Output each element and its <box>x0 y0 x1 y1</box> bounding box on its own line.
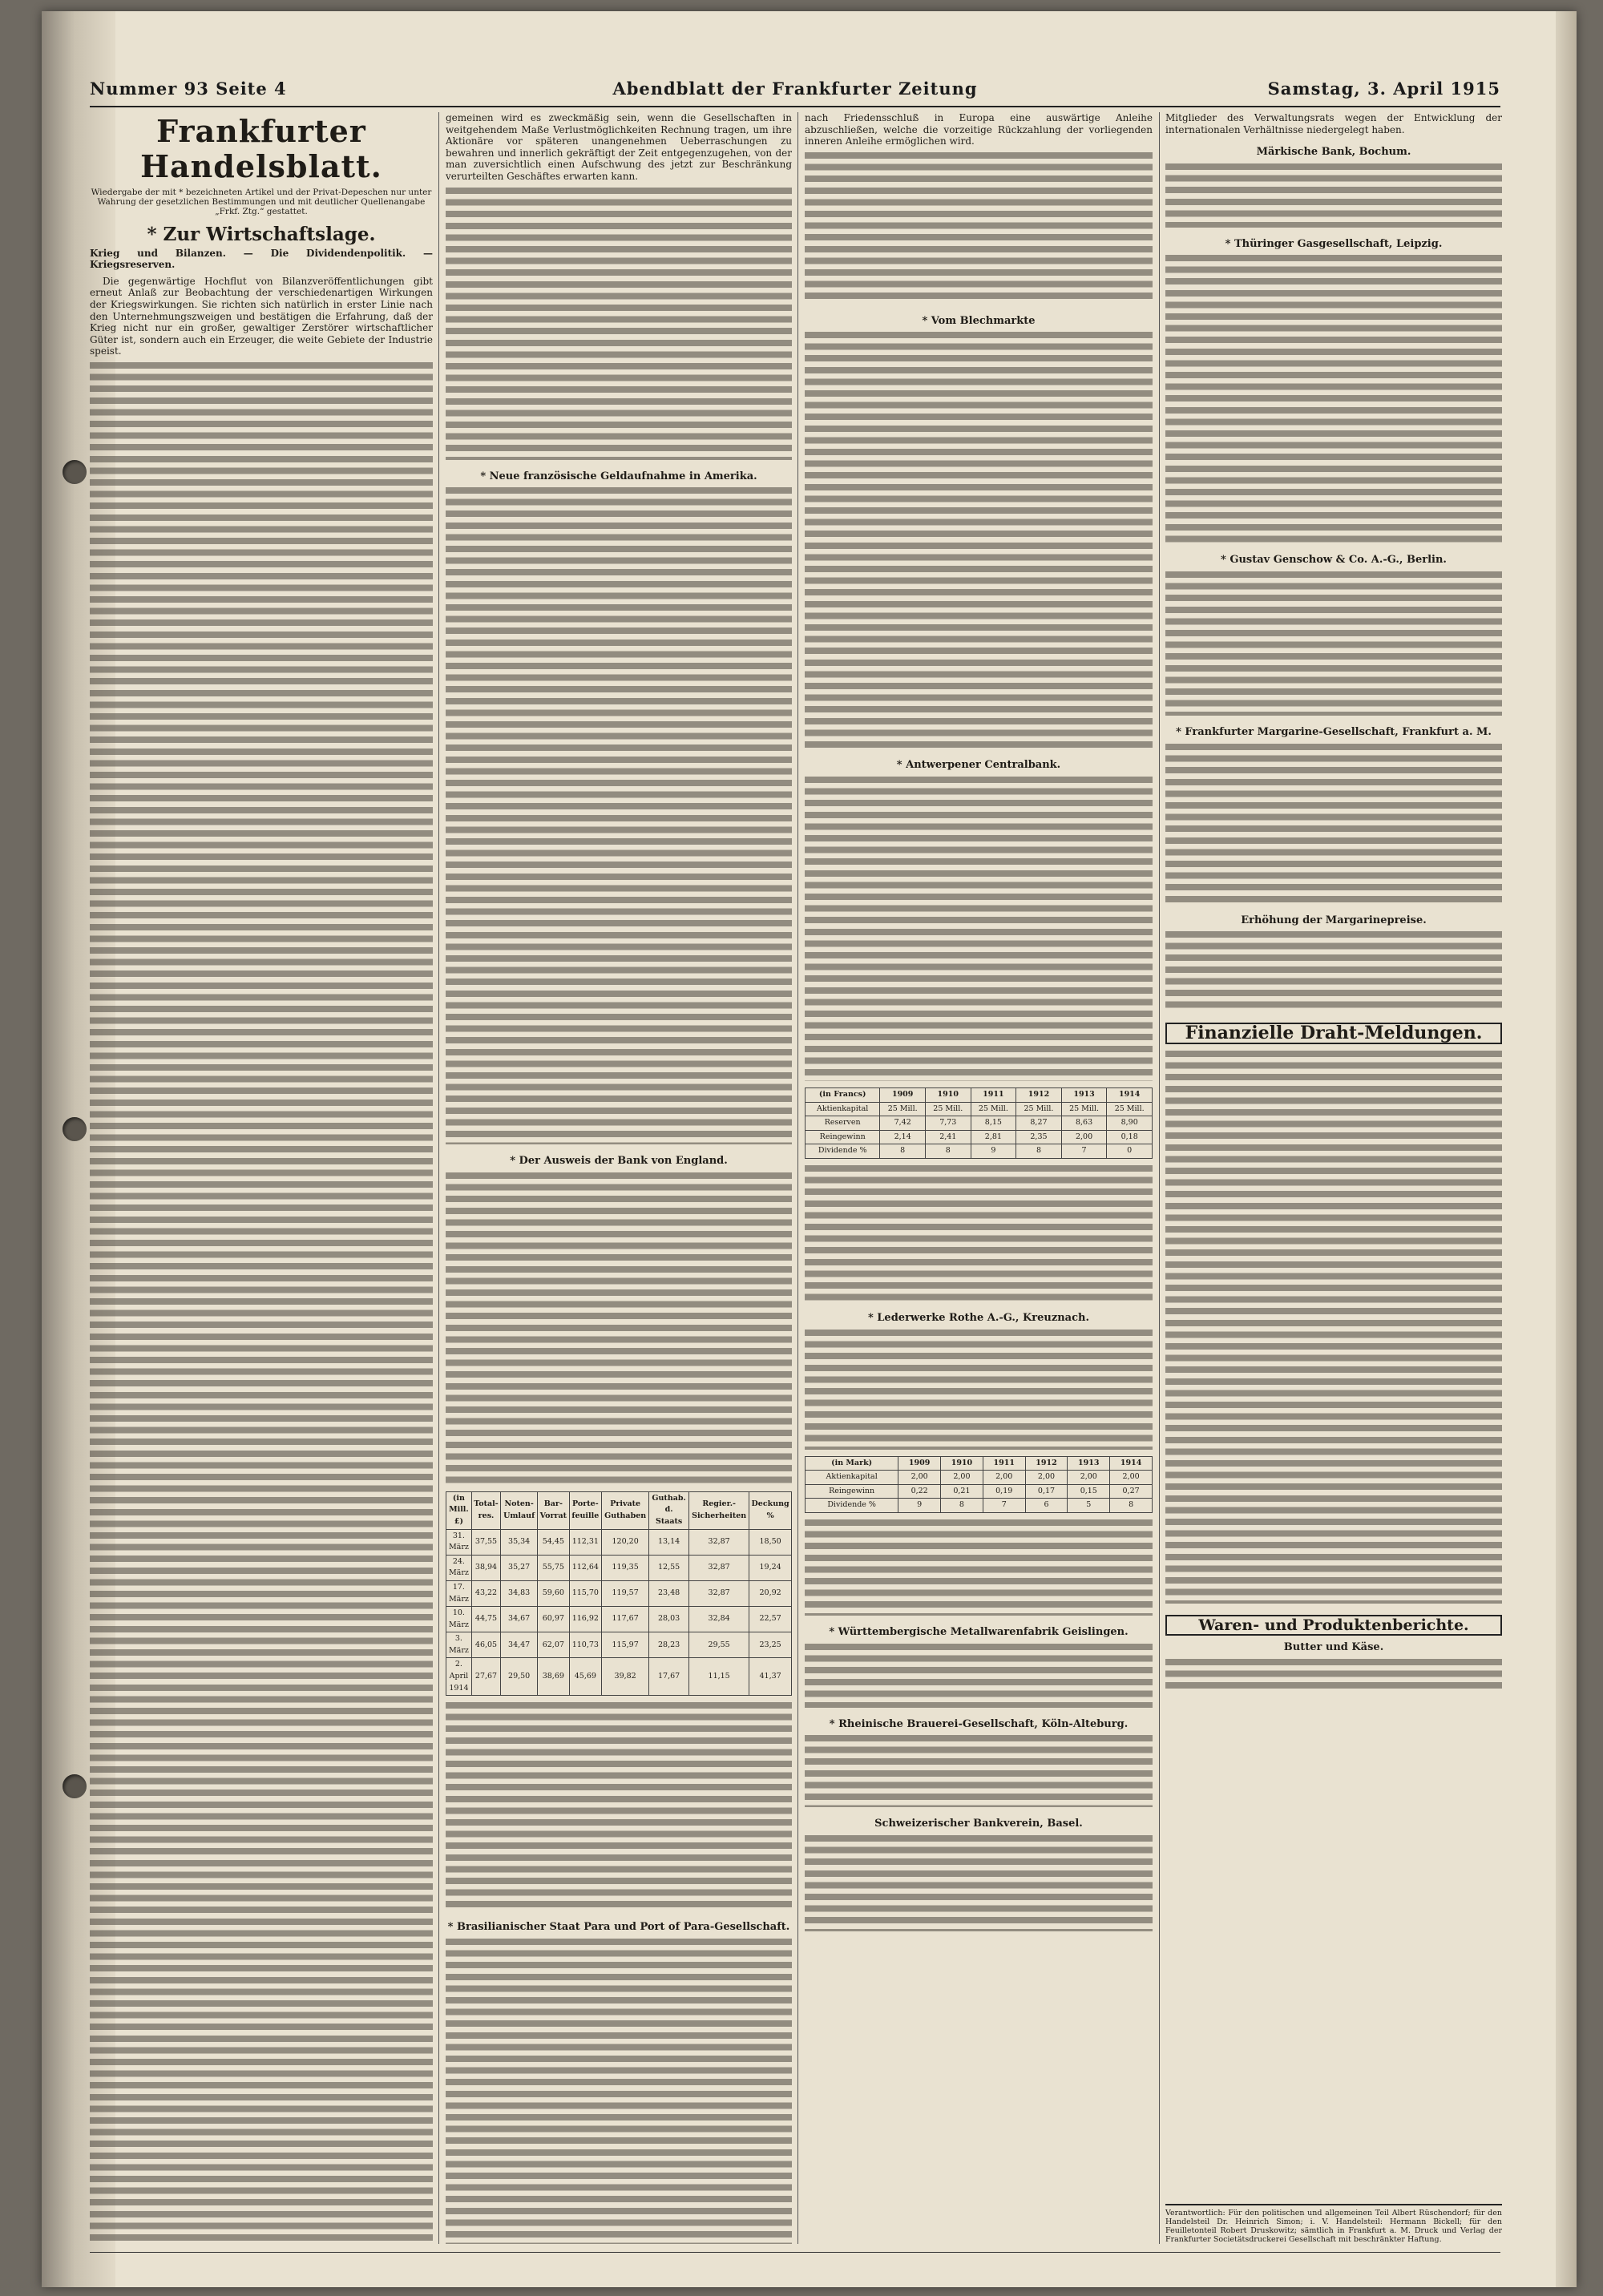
table-cell: 110,73 <box>569 1632 602 1658</box>
article-body <box>446 1172 792 1485</box>
article-body <box>1165 571 1502 716</box>
table-cell: 60,97 <box>538 1607 570 1632</box>
table-cell: 9 <box>898 1499 941 1513</box>
table-header-cell: (in Francs) <box>806 1087 880 1102</box>
article-body <box>805 1735 1153 1807</box>
article-body <box>446 1939 792 2244</box>
table-row <box>806 1102 1153 1116</box>
table-cell: 8 <box>941 1499 983 1513</box>
table-cell: 13,14 <box>649 1529 689 1555</box>
table-cell: 2,00 <box>1025 1471 1068 1485</box>
table-cell: 29,55 <box>689 1632 749 1658</box>
article-heading: * Württembergische Metallwarenfabrik Geislingen. <box>829 1625 1129 1638</box>
article-body <box>805 1165 1153 1301</box>
column-2 <box>446 112 792 2244</box>
column-rule <box>1159 112 1160 2244</box>
table-row <box>446 1529 792 1555</box>
article-body <box>446 487 792 1144</box>
table-cell: 35,34 <box>501 1529 538 1555</box>
table-cell: 8,63 <box>1061 1116 1107 1131</box>
table-cell: 0,18 <box>1107 1130 1153 1144</box>
table-cell: 55,75 <box>538 1555 570 1580</box>
table-cell: Dividende % <box>806 1499 898 1513</box>
table-cell: 25 Mill. <box>1107 1102 1153 1116</box>
table-cell: 2,00 <box>1061 1130 1107 1144</box>
table-cell: 8 <box>880 1144 926 1159</box>
table-cell: 43,22 <box>471 1580 500 1606</box>
table-cell: 112,31 <box>569 1529 602 1555</box>
table-header-cell: Total-res. <box>471 1491 500 1529</box>
table-cell: 0,21 <box>941 1484 983 1499</box>
table-cell: 37,55 <box>471 1529 500 1555</box>
table-cell: 17. März <box>446 1580 472 1606</box>
table-cell: 18,50 <box>749 1529 792 1555</box>
table-cell: 25 Mill. <box>925 1102 971 1116</box>
issue-date: Samstag, 3. April 1915 <box>1267 79 1500 99</box>
table-cell: 23,25 <box>749 1632 792 1658</box>
article-heading: * Rheinische Brauerei-Gesellschaft, Köln-Alteburg. <box>829 1717 1129 1730</box>
imprint: Verantwortlich: Für den politischen und allgemeinen Teil Albert Rüschendorf; für den Handelsteil Dr. Heinrich Simon; i. V. Handelsteil: Hermann Bickell; für den Feuilletonteil Robert Druskowitz; sämtlich in Frankfurt a. M. Druck und Verlag der Frankfurter Societätsdruckerei Gesellschaft mit beschränkter Haftung. <box>1165 2204 1502 2244</box>
article-paragraph: Mitglieder des Verwaltungsrats wegen der Entwicklung der internationalen Verhältnisse niedergelegt haben. <box>1165 112 1502 135</box>
table-header-cell: Bar-Vorrat <box>538 1491 570 1529</box>
table-cell: 0,27 <box>1110 1484 1153 1499</box>
column-rule <box>438 112 439 2244</box>
table-header-cell: 1912 <box>1025 1456 1068 1471</box>
table-cell: 0,15 <box>1068 1484 1110 1499</box>
article-body <box>1165 931 1502 1011</box>
table-header-cell: 1913 <box>1061 1087 1107 1102</box>
binding-hole <box>63 460 87 484</box>
column-1 <box>90 112 433 2244</box>
table-header-cell: Deckung % <box>749 1491 792 1529</box>
table-cell: 32,84 <box>689 1607 749 1632</box>
article-body <box>805 1644 1153 1708</box>
article-body <box>1165 1659 1502 1691</box>
table-header-cell: Private Guthaben <box>602 1491 649 1529</box>
table-header-cell: Noten-Umlauf <box>501 1491 538 1529</box>
article-body <box>805 1835 1153 1931</box>
table-cell: Reingewinn <box>806 1484 898 1499</box>
table-cell: 116,92 <box>569 1607 602 1632</box>
table-cell: 0,22 <box>898 1484 941 1499</box>
table-cell: 7,42 <box>880 1116 926 1131</box>
table-cell: 5 <box>1068 1499 1110 1513</box>
page-number: Nummer 93 Seite 4 <box>90 79 287 99</box>
binding-hole <box>63 1117 87 1141</box>
table-row <box>446 1658 792 1696</box>
table-cell: 45,69 <box>569 1658 602 1696</box>
article-heading: Schweizerischer Bankverein, Basel. <box>874 1818 1083 1830</box>
table-cell: 120,20 <box>602 1529 649 1555</box>
article-body <box>1165 255 1502 543</box>
table-cell: 119,35 <box>602 1555 649 1580</box>
table-cell: 117,67 <box>602 1607 649 1632</box>
table-header-cell: (in Mark) <box>806 1456 898 1471</box>
table-cell: 23,48 <box>649 1580 689 1606</box>
table-cell: 10. März <box>446 1607 472 1632</box>
page-edge <box>1556 11 1577 2287</box>
table-cell: 0,17 <box>1025 1484 1068 1499</box>
table-cell: 2,00 <box>983 1471 1025 1485</box>
table-cell: 34,83 <box>501 1580 538 1606</box>
table-row <box>806 1130 1153 1144</box>
binding-hole <box>63 1774 87 1798</box>
market-subheading: Butter und Käse. <box>1283 1641 1384 1654</box>
article-body <box>446 188 792 460</box>
table-cell: 31. März <box>446 1529 472 1555</box>
table-cell: 6 <box>1025 1499 1068 1513</box>
article-body <box>805 332 1153 749</box>
table-cell: 2,00 <box>898 1471 941 1485</box>
lederwerke-table <box>805 1456 1153 1513</box>
table-cell: 7 <box>1061 1144 1107 1159</box>
section-box-heading: Finanzielle Draht-Meldungen. <box>1165 1023 1502 1044</box>
table-row <box>446 1555 792 1580</box>
table-cell: 25 Mill. <box>1016 1102 1062 1116</box>
article-heading: * Vom Blechmarkte <box>922 314 1036 327</box>
table-header-cell: 1910 <box>941 1456 983 1471</box>
table-header-cell: Regier.-Sicherheiten <box>689 1491 749 1529</box>
article-paragraph: gemeinen wird es zweckmäßig sein, wenn die Gesellschaften in weitgehendem Maße Verlustmöglichkeiten Rechnung tragen, um ihre Aktionäre vor späteren unangenehmen Ueberraschungen zu bewahren und innerlich gekräftigt der Zeit entgegenzugehen, von der man zuversichtlich einen Aufschwung des jetzt zur Beschränkung verurteilten Geschäftes erwarten kann. <box>446 112 792 182</box>
table-cell: 8 <box>1110 1499 1153 1513</box>
table-row <box>446 1607 792 1632</box>
article-body <box>805 152 1153 305</box>
article-body <box>1165 1051 1502 1604</box>
table-cell: 7 <box>983 1499 1025 1513</box>
table-cell: Aktienkapital <box>806 1471 898 1485</box>
page-header <box>90 74 1500 107</box>
table-header-cell: 1911 <box>983 1456 1025 1471</box>
table-cell: 12,55 <box>649 1555 689 1580</box>
article-body <box>805 1330 1153 1450</box>
table-cell: 2. April 1914 <box>446 1658 472 1696</box>
table-cell: 8 <box>925 1144 971 1159</box>
article-heading: Märkische Bank, Bochum. <box>1256 146 1411 159</box>
table-cell: 59,60 <box>538 1580 570 1606</box>
article-body <box>1165 163 1502 228</box>
table-cell: 8,15 <box>971 1116 1016 1131</box>
table-row <box>446 1632 792 1658</box>
table-header-cell: 1912 <box>1016 1087 1062 1102</box>
column-4 <box>1165 112 1502 2244</box>
article-heading: * Der Ausweis der Bank von England. <box>510 1155 728 1168</box>
table-cell: 39,82 <box>602 1658 649 1696</box>
reprint-note: Wiedergabe der mit * bezeichneten Artikel und der Privat-Depeschen nur unter Wahrung der gesetzlichen Bestimmungen und mit deutlicher Quellenangabe „Frkf. Ztg.“ gestattet. <box>91 188 432 216</box>
table-header-cell: Porte-feuille <box>569 1491 602 1529</box>
table-cell: 2,41 <box>925 1130 971 1144</box>
centralbank-table <box>805 1087 1153 1159</box>
table-cell: 119,57 <box>602 1580 649 1606</box>
table-cell: 2,14 <box>880 1130 926 1144</box>
section-title: Frankfurter Handelsblatt. <box>140 113 382 184</box>
table-cell: 115,97 <box>602 1632 649 1658</box>
table-cell: Aktienkapital <box>806 1102 880 1116</box>
table-cell: 2,81 <box>971 1130 1016 1144</box>
table-cell: 38,69 <box>538 1658 570 1696</box>
article-body <box>446 1702 792 1911</box>
table-row <box>806 1116 1153 1131</box>
article-heading: * Lederwerke Rothe A.-G., Kreuznach. <box>867 1311 1090 1324</box>
article-heading: * Gustav Genschow & Co. A.-G., Berlin. <box>1221 554 1447 567</box>
table-cell: 3. März <box>446 1632 472 1658</box>
table-cell: 2,35 <box>1016 1130 1062 1144</box>
table-header-cell: Guthab. d. Staats <box>649 1491 689 1529</box>
table-cell: 0,19 <box>983 1484 1025 1499</box>
article-paragraph: Die gegenwärtige Hochflut von Bilanzveröffentlichungen gibt erneut Anlaß zur Beobachtung der verschiedenartigen Wirkungen der Kriegswirkungen. Sie richten sich natürlich in erster Linie nach den Unternehmungszweigen und bestätigen die Erfahrung, daß der Krieg nicht nur ein großer, gewaltiger Zerstörer wirtschaftlicher Güter ist, sondern auch ein Erzeuger, die weite Gebiete der Industrie speist. <box>90 275 433 357</box>
table-cell: 20,92 <box>749 1580 792 1606</box>
footer-rule <box>90 2252 1500 2253</box>
table-cell: 54,45 <box>538 1529 570 1555</box>
column-rule <box>797 112 798 2244</box>
table-cell: 115,70 <box>569 1580 602 1606</box>
article-heading: * Thüringer Gasgesellschaft, Leipzig. <box>1225 237 1443 250</box>
article-heading: * Frankfurter Margarine-Gesellschaft, Frankfurt a. M. <box>1176 725 1492 738</box>
table-cell: Reingewinn <box>806 1130 880 1144</box>
table-header-cell: 1911 <box>971 1087 1016 1102</box>
table-cell: 24. März <box>446 1555 472 1580</box>
table-cell: 35,27 <box>501 1555 538 1580</box>
article-heading: Erhöhung der Margarinepreise. <box>1241 914 1427 926</box>
table-cell: 46,05 <box>471 1632 500 1658</box>
table-cell: 25 Mill. <box>1061 1102 1107 1116</box>
article-body <box>805 1519 1153 1616</box>
table-cell: 2,00 <box>1068 1471 1110 1485</box>
table-cell: 32,87 <box>689 1555 749 1580</box>
table-header-cell: 1914 <box>1110 1456 1153 1471</box>
table-header-cell: 1909 <box>880 1087 926 1102</box>
article-heading: * Neue französische Geldaufnahme in Amerika. <box>480 470 757 482</box>
table-header-cell: 1909 <box>898 1456 941 1471</box>
table-row <box>806 1499 1153 1513</box>
table-cell: 28,23 <box>649 1632 689 1658</box>
table-cell: 25 Mill. <box>971 1102 1016 1116</box>
table-cell: 19,24 <box>749 1555 792 1580</box>
column-3 <box>805 112 1153 2244</box>
article-body <box>90 362 433 2244</box>
table-cell: 32,87 <box>689 1529 749 1555</box>
table-cell: 17,67 <box>649 1658 689 1696</box>
table-cell: 34,47 <box>501 1632 538 1658</box>
table-header-cell: 1913 <box>1068 1456 1110 1471</box>
table-row <box>806 1471 1153 1485</box>
section-box-heading: Waren- und Produktenberichte. <box>1165 1615 1502 1636</box>
table-cell: 9 <box>971 1144 1016 1159</box>
table-cell: 38,94 <box>471 1555 500 1580</box>
article-body <box>805 777 1153 1081</box>
table-cell: 41,37 <box>749 1658 792 1696</box>
table-cell: 11,15 <box>689 1658 749 1696</box>
table-cell: 2,00 <box>941 1471 983 1485</box>
newspaper-title: Abendblatt der Frankfurter Zeitung <box>612 79 978 99</box>
table-header-cell: 1910 <box>925 1087 971 1102</box>
article-title: * Zur Wirtschaftslage. <box>147 224 376 245</box>
table-cell: 22,57 <box>749 1607 792 1632</box>
table-header-cell: (in Mill. £) <box>446 1491 472 1529</box>
table-row <box>446 1580 792 1606</box>
table-cell: 34,67 <box>501 1607 538 1632</box>
table-row <box>806 1484 1153 1499</box>
article-paragraph: nach Friedensschluß in Europa eine auswärtige Anleihe abzuschließen, welche die vorzeitige Rückzahlung der vorliegenden inneren Anleihe ermöglichen wird. <box>805 112 1153 147</box>
table-header-cell: 1914 <box>1107 1087 1153 1102</box>
table-cell: 29,50 <box>501 1658 538 1696</box>
table-cell: Dividende % <box>806 1144 880 1159</box>
table-cell: 28,03 <box>649 1607 689 1632</box>
table-cell: 62,07 <box>538 1632 570 1658</box>
article-heading: * Brasilianischer Staat Para und Port of Para-Gesellschaft. <box>447 1921 790 1934</box>
article-lead: Krieg und Bilanzen. — Die Dividendenpolitik. — Kriegsreserven. <box>90 247 433 271</box>
table-cell: 7,73 <box>925 1116 971 1131</box>
article-heading: * Antwerpener Centralbank. <box>896 759 1061 772</box>
table-cell: 8 <box>1016 1144 1062 1159</box>
article-body <box>1165 744 1502 904</box>
bank-of-england-table <box>446 1491 792 1697</box>
table-cell: 8,90 <box>1107 1116 1153 1131</box>
table-cell: 2,00 <box>1110 1471 1153 1485</box>
table-cell: 32,87 <box>689 1580 749 1606</box>
table-cell: 25 Mill. <box>880 1102 926 1116</box>
table-cell: 112,64 <box>569 1555 602 1580</box>
table-cell: 0 <box>1107 1144 1153 1159</box>
table-cell: 8,27 <box>1016 1116 1062 1131</box>
table-cell: Reserven <box>806 1116 880 1131</box>
table-row <box>806 1144 1153 1159</box>
table-cell: 44,75 <box>471 1607 500 1632</box>
table-cell: 27,67 <box>471 1658 500 1696</box>
